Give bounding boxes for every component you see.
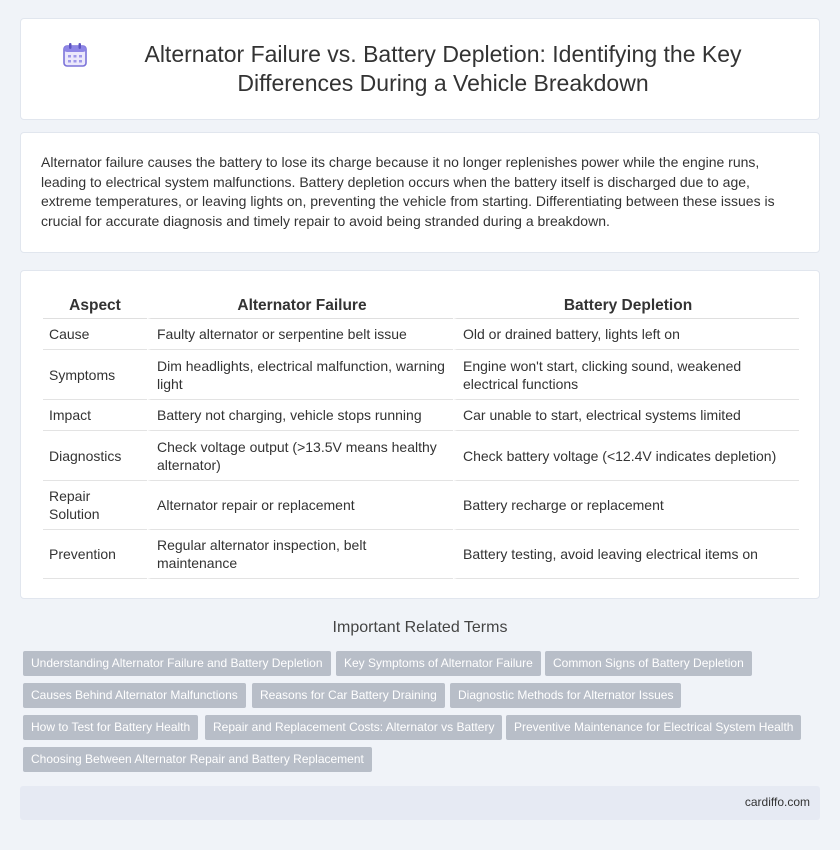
- table-row: [43, 400, 799, 431]
- table-header-row: [43, 295, 799, 319]
- table-row: [43, 350, 799, 400]
- related-term-tag[interactable]: Preventive Maintenance for Electrical System Health: [506, 715, 801, 740]
- cell-aspect: Cause: [43, 319, 147, 350]
- cell-alternator: Regular alternator inspection, belt maintenance: [147, 530, 453, 579]
- related-term-tag[interactable]: How to Test for Battery Health: [23, 715, 198, 740]
- cell-alternator: Dim headlights, electrical malfunction, warning light: [147, 350, 453, 400]
- related-term-tag[interactable]: Diagnostic Methods for Alternator Issues: [450, 683, 681, 708]
- cell-alternator: Alternator repair or replacement: [147, 481, 453, 530]
- header-alternator-failure: Alternator Failure: [147, 295, 453, 319]
- calendar-icon: [61, 41, 89, 69]
- page-title: Alternator Failure vs. Battery Depletion: Identifying the Key Differences During a Vehicle Breakdown: [144, 41, 742, 96]
- related-term-tag[interactable]: Choosing Between Alternator Repair and Battery Replacement: [23, 747, 372, 772]
- summary-card: [20, 132, 820, 253]
- cell-alternator: Battery not charging, vehicle stops running: [147, 400, 453, 431]
- comparison-table: [43, 295, 799, 579]
- cell-aspect: Repair Solution: [43, 481, 147, 530]
- cell-battery: Old or drained battery, lights left on: [453, 319, 799, 350]
- footer: [20, 786, 820, 820]
- related-term-tag[interactable]: Understanding Alternator Failure and Battery Depletion: [23, 651, 331, 676]
- summary-text: Alternator failure causes the battery to lose its charge because it no longer replenishes power while the engine runs, leading to electrical system malfunctions. Battery depletion occurs when the battery itself is discharged due to age, extreme temperatures, or leaving lights on, preventing the vehicle from starting. Differentiating between these issues is crucial for accurate diagnosis and timely repair to avoid being stranded during a breakdown.: [41, 154, 775, 229]
- footer-site-link[interactable]: cardiffo.com: [744, 795, 810, 809]
- header-aspect: Aspect: [43, 295, 147, 319]
- related-term-tag[interactable]: Common Signs of Battery Depletion: [545, 651, 752, 676]
- related-term-tag[interactable]: Causes Behind Alternator Malfunctions: [23, 683, 246, 708]
- comparison-table-card: [20, 270, 820, 599]
- table-row: [43, 481, 799, 530]
- cell-aspect: Prevention: [43, 530, 147, 579]
- related-term-tag[interactable]: Key Symptoms of Alternator Failure: [336, 651, 541, 676]
- cell-alternator: Check voltage output (>13.5V means healthy alternator): [147, 431, 453, 481]
- cell-battery: Check battery voltage (<12.4V indicates depletion): [453, 431, 799, 481]
- cell-alternator: Faulty alternator or serpentine belt issue: [147, 319, 453, 350]
- header-battery-depletion: Battery Depletion: [453, 295, 799, 319]
- cell-battery: Car unable to start, electrical systems limited: [453, 400, 799, 431]
- table-row: [43, 530, 799, 579]
- header-card: [20, 18, 820, 120]
- cell-battery: Engine won't start, clicking sound, weakened electrical functions: [453, 350, 799, 400]
- related-terms-title: Important Related Terms: [332, 619, 508, 636]
- related-term-tag[interactable]: Repair and Replacement Costs: Alternator vs Battery: [205, 715, 502, 740]
- cell-aspect: Symptoms: [43, 350, 147, 400]
- cell-battery: Battery testing, avoid leaving electrical items on: [453, 530, 799, 579]
- table-row: [43, 319, 799, 350]
- table-row: [43, 431, 799, 481]
- related-term-tag[interactable]: Reasons for Car Battery Draining: [252, 683, 445, 708]
- cell-battery: Battery recharge or replacement: [453, 481, 799, 530]
- cell-aspect: Impact: [43, 400, 147, 431]
- cell-aspect: Diagnostics: [43, 431, 147, 481]
